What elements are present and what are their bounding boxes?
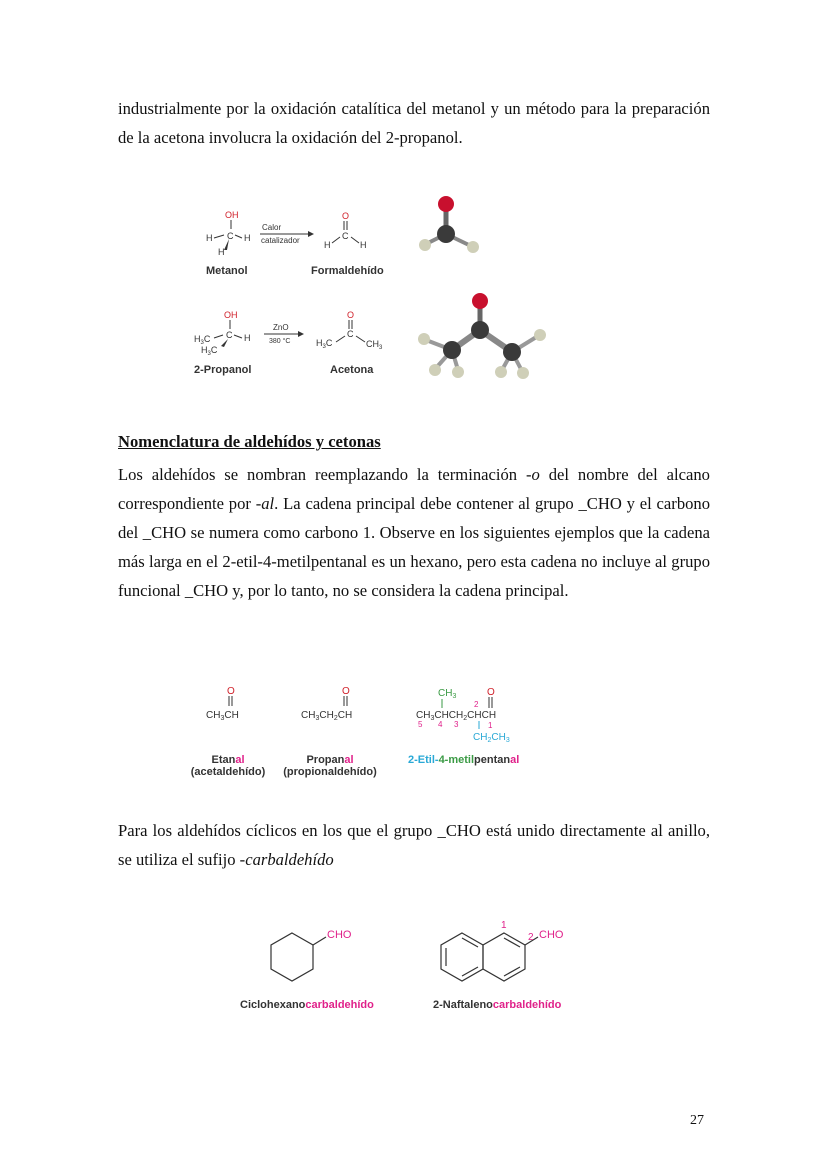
naphthalene-rings: [441, 933, 538, 981]
etanal-structure: [206, 686, 239, 722]
svg-text:4: 4: [438, 720, 443, 729]
svg-text:C: C: [227, 231, 234, 241]
svg-text:CHO: CHO: [327, 929, 352, 941]
acetone-structure: [316, 310, 383, 351]
reaction1-condition-top: Calor: [262, 223, 282, 232]
svg-text:CH3CH2CH: $CH_3CH_2CH$: [301, 710, 353, 722]
aldehyde-examples-figure: [190, 680, 550, 790]
methanol-label: Metanol: [206, 265, 248, 277]
svg-text:CH2CH3: $CH_2CH_3$: [473, 732, 510, 744]
svg-text:1: 1: [488, 721, 493, 730]
svg-text:O: O: [347, 310, 355, 320]
page-number: 27: [690, 1113, 704, 1128]
reaction1-arrow: [260, 223, 314, 245]
reaction2-arrow: [264, 323, 304, 345]
svg-text:O: O: [342, 211, 350, 221]
formaldehyde-structure: [324, 211, 367, 250]
cyclohexane-ring: [271, 933, 326, 981]
svg-text:H3C: $H_3C$: [201, 345, 218, 357]
svg-text:C: C: [342, 231, 349, 241]
svg-text:C: C: [347, 329, 354, 339]
svg-text:O: O: [342, 686, 350, 697]
reaction1-condition-bottom: catalizador: [261, 236, 300, 245]
cyclohexanecarbaldehyde-label: Ciclohexanocarbaldehído: [240, 999, 374, 1011]
ethylmethylpentanal-structure: [416, 687, 510, 744]
svg-text:C: C: [226, 330, 233, 340]
svg-text:H: H: [244, 333, 251, 343]
svg-text:O: O: [227, 686, 235, 697]
etanal-label: Etanal (acetaldehído): [190, 754, 266, 778]
cyclic-structures-svg: [240, 918, 580, 996]
formaldehyde-model: [419, 196, 479, 253]
svg-text:O: O: [487, 687, 495, 698]
svg-text:CHO: CHO: [539, 929, 564, 941]
svg-text:1: 1: [501, 920, 507, 931]
ethylmethylpentanal-label: 2-Etil-4-metilpentanal: [408, 754, 520, 766]
svg-text:H: H: [244, 233, 251, 243]
svg-text:2: 2: [474, 700, 479, 709]
propanal-structure: [301, 686, 352, 722]
cyclic-paragraph: Para los aldehídos cíclicos en los que el grupo _CHO está unido directamente al anillo, se utiliza el sufijo -carbaldehído: [118, 821, 710, 869]
acetone-model: [418, 293, 546, 379]
svg-text:H: H: [218, 247, 225, 257]
cyclic-examples-figure: [240, 918, 580, 1018]
svg-text:CH3: $CH_3$: [366, 339, 383, 351]
svg-text:2: 2: [528, 932, 534, 943]
aldehyde-structures-svg: [190, 680, 550, 750]
svg-text:H3C: $H_3C$: [194, 334, 211, 346]
acetone-label: Acetona: [330, 364, 374, 376]
svg-text:H: H: [360, 240, 367, 250]
formaldehyde-label: Formaldehído: [311, 265, 384, 277]
propanal-label: Propanal (propionaldehído): [283, 754, 377, 778]
svg-text:CH3CH: $CH_3CH$: [206, 710, 239, 722]
reaction2-condition-bottom: 380 °C: [269, 338, 291, 345]
svg-text:5: 5: [418, 720, 423, 729]
intro-paragraph: industrialmente por la oxidación catalítica del metanol y un método para la preparación de la acetona involucra la oxidación del 2-propanol.: [118, 99, 710, 147]
reaction-schemes-svg: [190, 190, 570, 390]
svg-text:OH: OH: [224, 310, 238, 320]
naphthalenecarbaldehyde-label: 2-Naftalenocarbaldehído: [433, 999, 562, 1011]
nomenclature-paragraph: Los aldehídos se nombran reemplazando la terminación -o del nombre del alcano correspondiente por -al. La cadena principal debe contener al grupo _CHO y el carbono del _CHO se numera como carbono 1. Observe en los siguientes ejemplos que la cadena más larga en el 2-etil-4-metilpentanal es un hexano, pero esta cadena no incluye al grupo funcional _CHO y, por lo tanto, no se considera la cadena principal.: [118, 465, 711, 600]
svg-text:H: H: [324, 240, 331, 250]
reaction2-condition-top: ZnO: [273, 323, 289, 332]
methanol-structure: [206, 210, 251, 257]
svg-text:CH3: $CH_3$: [438, 688, 457, 700]
propanol-structure: [194, 310, 251, 357]
propanol-label: 2-Propanol: [194, 364, 252, 376]
section-heading: Nomenclatura de aldehídos y cetonas: [118, 432, 381, 451]
svg-text:H3C: $H_3C$: [316, 338, 333, 350]
svg-text:3: 3: [454, 720, 459, 729]
svg-text:CH3CHCH2CHCH: $CH_3CHCH_2CHCH$: [416, 710, 497, 722]
svg-text:OH: OH: [225, 210, 239, 220]
svg-text:H: H: [206, 233, 213, 243]
reaction-figure: [190, 190, 570, 390]
